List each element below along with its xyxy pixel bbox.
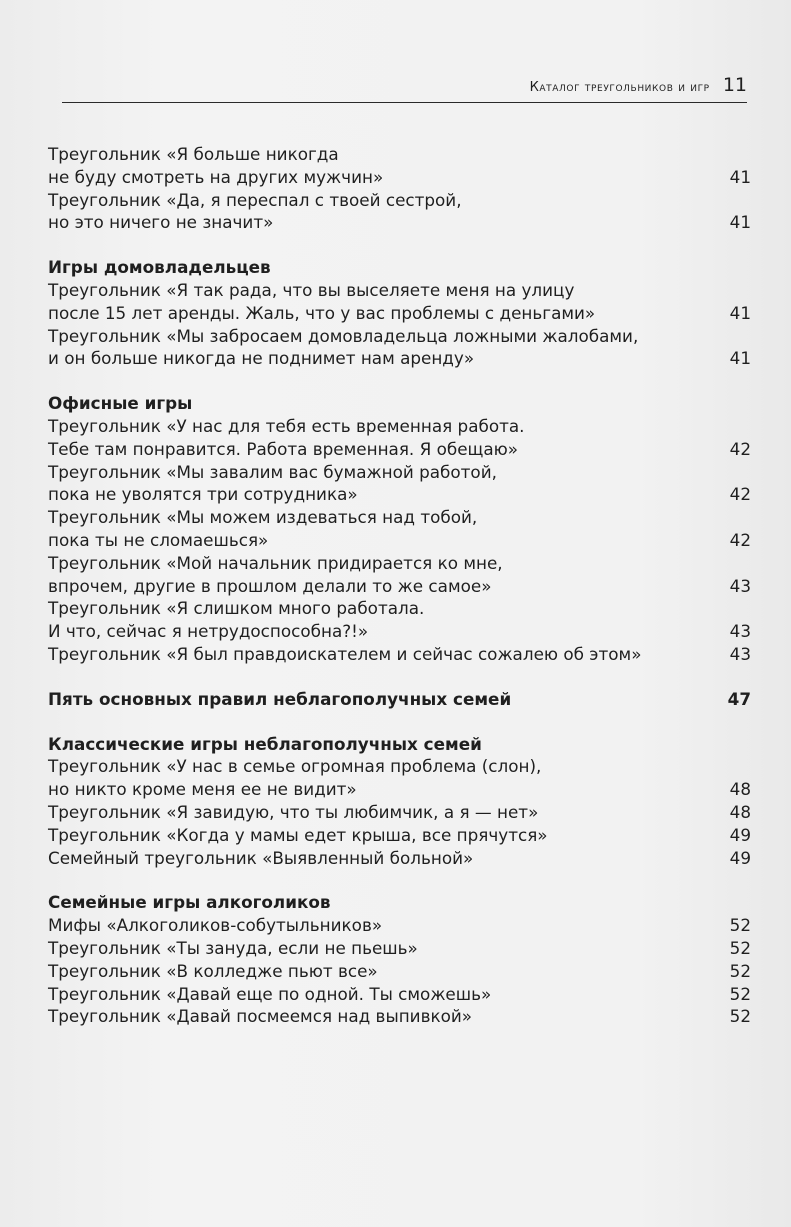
toc-entry bbox=[48, 143, 751, 189]
toc-section-heading bbox=[48, 256, 751, 279]
toc-entry-title bbox=[48, 960, 378, 983]
toc-entry-title bbox=[48, 597, 424, 643]
toc-section bbox=[48, 143, 751, 234]
toc-entry-page: 48 bbox=[729, 801, 751, 822]
toc-entry-line: Треугольник «Да, я переспал с твоей сестрой, bbox=[48, 189, 462, 210]
toc-entry-page: 52 bbox=[729, 915, 751, 936]
toc-entry-line: Треугольник «Мы завалим вас бумажной работой, bbox=[48, 461, 497, 482]
toc-entry-page: 52 bbox=[729, 937, 751, 958]
toc-section bbox=[48, 392, 751, 666]
toc-entry-title bbox=[48, 914, 382, 937]
toc-entry-line: Треугольник «У нас в семье огромная проблема (слон), bbox=[48, 756, 542, 777]
toc-entry-title bbox=[48, 415, 525, 461]
toc-entry-line: Треугольник «Я так рада, что вы выселяете меня на улицу bbox=[48, 279, 575, 300]
toc-entry-page: 42 bbox=[729, 438, 751, 459]
toc-section-title: Семейные игры алкоголиков bbox=[48, 892, 331, 913]
toc-entry-line: пока ты не сломаешься» bbox=[48, 529, 269, 550]
toc-entry bbox=[48, 755, 751, 801]
toc-entry bbox=[48, 189, 751, 235]
toc-entry bbox=[48, 279, 751, 325]
toc-entry-line: Треугольник «Ты зануда, если не пьешь» bbox=[48, 937, 418, 958]
toc-entry-page: 48 bbox=[729, 779, 751, 800]
toc-entry-line: И что, сейчас я нетрудоспособна?!» bbox=[48, 621, 369, 642]
toc-entry-title bbox=[48, 552, 503, 598]
toc-entry-line: но никто кроме меня ее не видит» bbox=[48, 779, 357, 800]
toc-entry-line: и он больше никогда не поднимет нам аренду» bbox=[48, 348, 475, 369]
toc-entry-page: 41 bbox=[729, 212, 751, 233]
toc-section-title: Игры домовладельцев bbox=[48, 257, 271, 278]
toc-entry-line: впрочем, другие в прошлом делали то же самое» bbox=[48, 575, 492, 596]
toc-entry-page: 41 bbox=[729, 166, 751, 187]
toc-section bbox=[48, 256, 751, 370]
toc-entry-line: Треугольник «Давай еще по одной. Ты сможешь» bbox=[48, 983, 492, 1004]
toc-entry bbox=[48, 552, 751, 598]
toc-entry-title bbox=[48, 506, 477, 552]
toc-entry bbox=[48, 415, 751, 461]
toc-entry-title bbox=[48, 824, 548, 847]
toc-entry-line: Треугольник «Мой начальник придирается ко мне, bbox=[48, 552, 503, 573]
toc-entry-page: 42 bbox=[729, 529, 751, 550]
toc-section-heading bbox=[48, 688, 751, 711]
toc-entry-title bbox=[48, 937, 418, 960]
toc-entry-title bbox=[48, 643, 641, 666]
toc-section bbox=[48, 891, 751, 1028]
toc-entry bbox=[48, 847, 751, 870]
toc-entry-page: 43 bbox=[729, 575, 751, 596]
toc-entry bbox=[48, 506, 751, 552]
toc-section-title: Пять основных правил неблагополучных семей bbox=[48, 688, 512, 709]
toc-entry-line: Треугольник «Я был правдоискателем и сейчас сожалею об этом» bbox=[48, 643, 642, 664]
toc-entry bbox=[48, 597, 751, 643]
toc-entry-title bbox=[48, 143, 383, 189]
toc-entry-page: 52 bbox=[729, 960, 751, 981]
toc-entry-page: 49 bbox=[729, 824, 751, 845]
toc-entry-page: 43 bbox=[729, 643, 751, 664]
toc-entry-title bbox=[48, 325, 638, 371]
toc-entry bbox=[48, 937, 751, 960]
toc-entry-line: Треугольник «Я завидую, что ты любимчик, а я — нет» bbox=[48, 801, 539, 822]
toc-entry-line: Треугольник «В колледже пьют все» bbox=[48, 960, 378, 981]
toc-section-heading bbox=[48, 392, 751, 415]
toc-entry-page: 41 bbox=[729, 348, 751, 369]
toc-entry bbox=[48, 824, 751, 847]
toc-entry-line: Треугольник «Когда у мамы едет крыша, все прячутся» bbox=[48, 824, 548, 845]
toc-entry-line: Треугольник «Мы забросаем домовладельца ложными жалобами, bbox=[48, 325, 639, 346]
page-number: 11 bbox=[722, 74, 747, 96]
toc-entry bbox=[48, 983, 751, 1006]
toc-entry-page: 43 bbox=[729, 621, 751, 642]
toc-entry-page: 49 bbox=[729, 847, 751, 868]
running-header bbox=[62, 74, 747, 103]
toc-entry-line: но это ничего не значит» bbox=[48, 212, 274, 233]
toc-entry bbox=[48, 960, 751, 983]
toc-entry-line: Треугольник «Мы можем издеваться над тобой, bbox=[48, 507, 478, 528]
toc-entry-line: Треугольник «Я больше никогда bbox=[48, 144, 339, 164]
toc-entry-page: 52 bbox=[729, 1006, 751, 1027]
toc-entry bbox=[48, 914, 751, 937]
toc-entry-page: 41 bbox=[729, 302, 751, 323]
toc-entry-line: Треугольник «У нас для тебя есть временная работа. bbox=[48, 415, 525, 436]
toc-section-title: Классические игры неблагополучных семей bbox=[48, 733, 482, 754]
toc-entry bbox=[48, 461, 751, 507]
toc-entry-line: пока не уволятся три сотрудника» bbox=[48, 484, 358, 505]
toc-entry-line: Мифы «Алкоголиков-собутыльников» bbox=[48, 915, 383, 936]
toc-entry bbox=[48, 1005, 751, 1028]
toc-entry bbox=[48, 801, 751, 824]
toc-entry-title bbox=[48, 279, 595, 325]
toc-entry-line: Треугольник «Давай посмеемся над выпивкой» bbox=[48, 1006, 473, 1027]
toc-entry-title bbox=[48, 847, 473, 870]
toc-entry-line: не буду смотреть на других мужчин» bbox=[48, 166, 384, 187]
toc-entry-line: Тебе там понравится. Работа временная. Я обещаю» bbox=[48, 438, 519, 459]
toc-section-heading bbox=[48, 891, 751, 914]
toc-entry-title bbox=[48, 461, 497, 507]
toc-entry-page: 52 bbox=[729, 983, 751, 1004]
toc-entry-title bbox=[48, 189, 462, 235]
toc-section bbox=[48, 733, 751, 870]
toc-section-heading bbox=[48, 733, 751, 756]
toc-entry-line: Треугольник «Я слишком много работала. bbox=[48, 598, 425, 619]
running-header-title: Каталог треугольников и игр bbox=[529, 80, 710, 95]
toc-entry bbox=[48, 325, 751, 371]
toc-entry-title bbox=[48, 801, 538, 824]
toc-entry bbox=[48, 643, 751, 666]
table-of-contents bbox=[48, 143, 751, 1050]
toc-section-title: Офисные игры bbox=[48, 393, 193, 414]
toc-section-page: 47 bbox=[727, 688, 751, 709]
toc-entry-line: Семейный треугольник «Выявленный больной» bbox=[48, 847, 474, 868]
toc-entry-title bbox=[48, 755, 541, 801]
toc-section bbox=[48, 688, 751, 711]
toc-entry-title bbox=[48, 1005, 472, 1028]
toc-entry-page: 42 bbox=[729, 484, 751, 505]
toc-entry-title bbox=[48, 983, 491, 1006]
toc-entry-line: после 15 лет аренды. Жаль, что у вас проблемы с деньгами» bbox=[48, 302, 596, 323]
